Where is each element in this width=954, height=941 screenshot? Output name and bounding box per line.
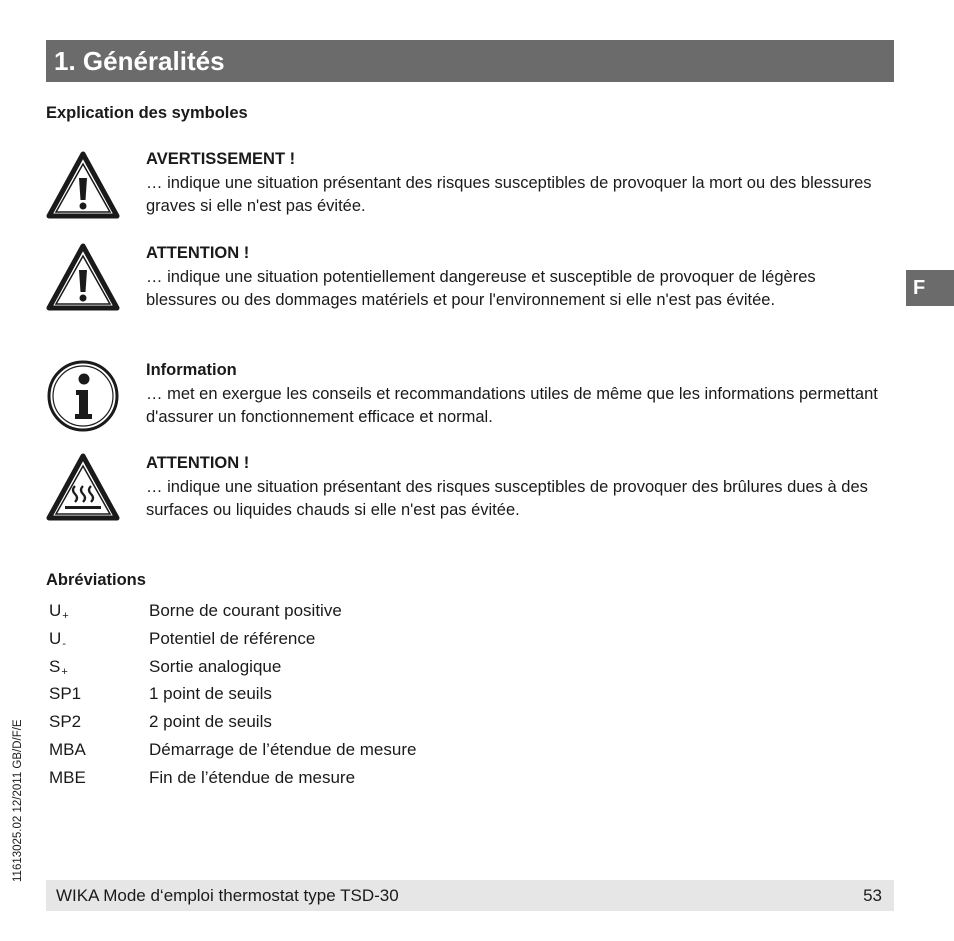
footer-title: WIKA Mode d‘emploi thermostat type TSD-30 [56, 886, 399, 905]
info-circle-icon [46, 359, 120, 433]
section-header [46, 40, 894, 82]
language-tab: F [906, 270, 954, 306]
symbol-description: … indique une situation présentant des risques susceptibles de provoquer des brûlures dues à des surfaces ou liquides chauds si elle n'est pas évitée. [146, 477, 868, 519]
abbreviation-key: U+ [49, 601, 69, 622]
symbol-item-caution [146, 242, 886, 313]
warning-triangle-icon [46, 150, 120, 224]
symbol-description: … indique une situation présentant des risques susceptibles de provoquer la mort ou des blessures graves si elle n'est pas évitée. [146, 173, 872, 215]
symbol-title: ATTENTION ! [146, 454, 250, 472]
abbreviation-value: Potentiel de référence [149, 629, 316, 648]
page-footer [46, 880, 894, 911]
hot-surface-warning-icon [46, 452, 120, 526]
symbol-title: AVERTISSEMENT ! [146, 150, 296, 168]
abbreviation-key: MBE [49, 768, 86, 787]
abbreviation-key: SP2 [49, 712, 82, 731]
abbreviation-value: Fin de l’étendue de mesure [149, 768, 356, 787]
symbol-item-hot-surface [146, 452, 886, 523]
symbol-title: Information [146, 361, 237, 379]
abbreviation-key: MBA [49, 740, 86, 759]
document-code: 11613025.02 12/2011 GB/D/F/E [12, 719, 24, 882]
abbreviation-key: S+ [49, 657, 68, 678]
symbol-title: ATTENTION ! [146, 244, 250, 262]
page-number: 53 [863, 886, 882, 905]
abbreviation-value: Sortie analogique [149, 657, 282, 676]
symbol-item-information [146, 359, 886, 430]
abbreviation-value: Borne de courant positive [149, 601, 342, 620]
symbols-heading: Explication des symboles [46, 104, 248, 122]
symbol-description: … met en exergue les conseils et recommandations utiles de même que les informations permettant d'assurer un fonctionnement efficace et normal. [146, 384, 878, 426]
warning-triangle-icon [46, 242, 120, 316]
symbol-item-warning [146, 148, 886, 219]
abbreviation-value: 1 point de seuils [149, 684, 272, 703]
symbol-description: … indique une situation potentiellement dangereuse et susceptible de provoquer de légères blessures ou des dommages matériels et pour l'environnement si elle n'est pas évitée. [146, 267, 816, 309]
abbreviation-value: Démarrage de l’étendue de mesure [149, 740, 417, 759]
abbreviation-key: SP1 [49, 684, 82, 703]
section-title: 1. Généralités [54, 46, 225, 76]
abbreviations-heading: Abréviations [46, 571, 146, 589]
abbreviation-key: U- [49, 629, 66, 650]
abbreviation-value: 2 point de seuils [149, 712, 272, 731]
